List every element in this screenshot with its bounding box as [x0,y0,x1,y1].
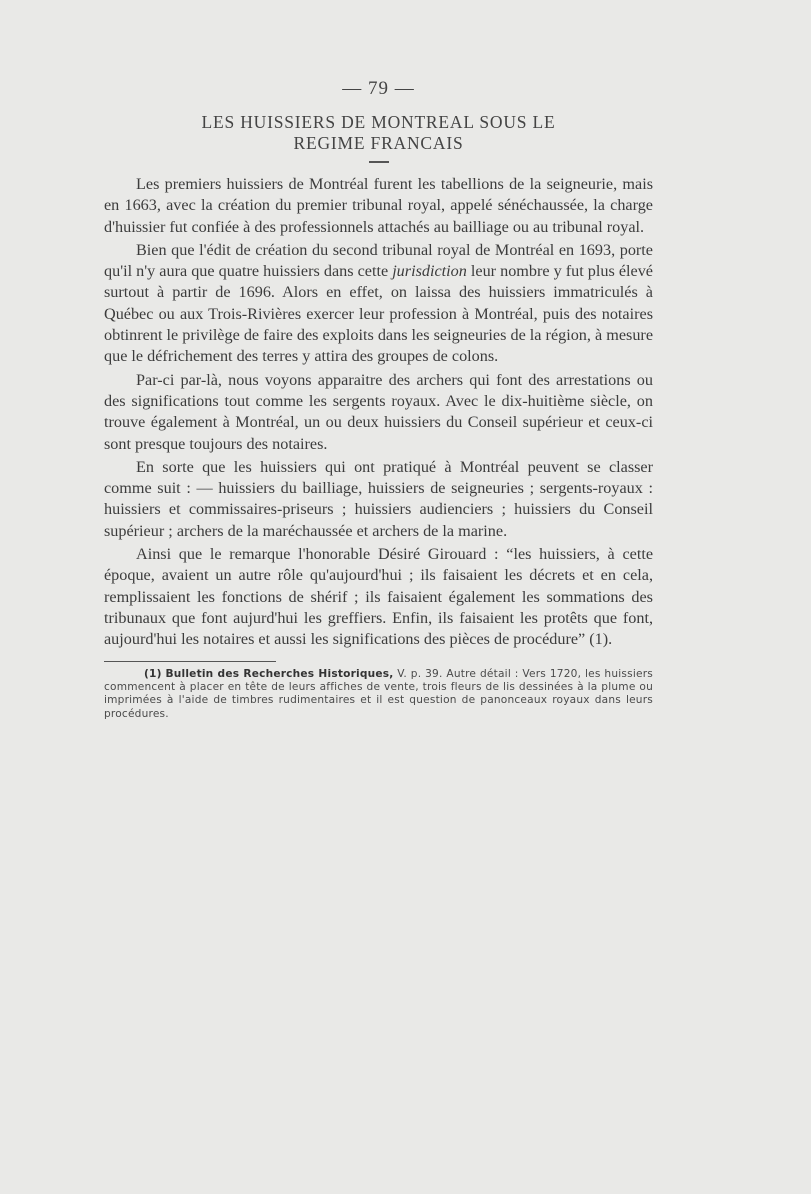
paragraph-3: Par-ci par-là, nous voyons apparaitre des archers qui font des arrestations ou des significations tout comme les sergents royaux. Avec le dix-huitième siècle, on trouve également à Montréal, un ou deux huissiers du Conseil supérieur et ceux-ci sont presque toujours des notaires. [104,370,653,453]
footnote-source: Bulletin des Recherches Historiques, [165,668,394,681]
footnote [104,668,653,721]
paragraph-1: Les premiers huissiers de Montréal furent les tabellions de la seigneurie, mais en 1663, avec la création du premier tribunal royal, appelé sénéchaussée, la charge d'huissier fut confiée à des professionnels attachés au bailliage ou au tribunal royal. [104,175,653,236]
paragraph-2-italic: jurisdiction [392,262,467,281]
chapter-title-line-2: REGIME FRANCAIS [293,133,464,153]
footnote-text: V. p. 39. Autre détail : Vers 1720, les huissiers commencent à placer en tête de leurs affiches de vente, trois fleurs de lis dessinées à la plume ou imprimées à l'aide de timbres rudimentaires et il est question de panonceaux royaux dans leurs procédures. [104,668,653,720]
chapter-title-line-1: LES HUISSIERS DE MONTREAL SOUS LE [201,112,556,132]
chapter-title [104,112,653,154]
paragraph-5: Ainsi que le remarque l'honorable Désiré Girouard : “les huissiers, à cette époque, avaient un autre rôle qu'aujourd'hui ; ils faisaient les décrets et en cela, remplissaient les fonctions de shérif ; ils faisaient également les sommations des tribunaux que font aujurd'hui les greffiers. Enfin, ils faisaient les protêts que font, aujourd'hui les notaires et aussi les significations des pièces de procédure” (1). [104,545,653,649]
document-page [104,78,653,721]
footnote-marker: (1) [144,668,162,681]
footnote-separator [104,661,276,663]
page-number: — 79 — [342,78,415,99]
paragraph-2-text-a: Bien que l'édit de création du second tribunal royal de Montréal en 1693, porte qu'il n'y aura que quatre huissiers dans cette [104,240,653,281]
paragraph-2-text-b: leur nombre y fut plus élevé surtout à partir de 1696. Alors en effet, on laissa des huissiers immatriculés à Québec ou aux Trois-Rivières exercer leur profession à Montréal, puis des notaires obtinrent le privilège de faire des exploits dans les seigneuries de la région, à mesure que le défrichement des terres y attira des groupes de colons. [104,262,653,366]
paragraph-2 [104,240,653,368]
title-separator [369,161,389,163]
paragraph-4: En sorte que les huissiers qui ont pratiqué à Montréal peuvent se classer comme suit : — huissiers du bailliage, huissiers de seigneuries ; sergents-royaux : huissiers et commissaires-priseurs ; huissiers audienciers ; huissiers du Conseil supérieur ; archers de la maréchaussée et archers de la marine. [104,457,653,540]
